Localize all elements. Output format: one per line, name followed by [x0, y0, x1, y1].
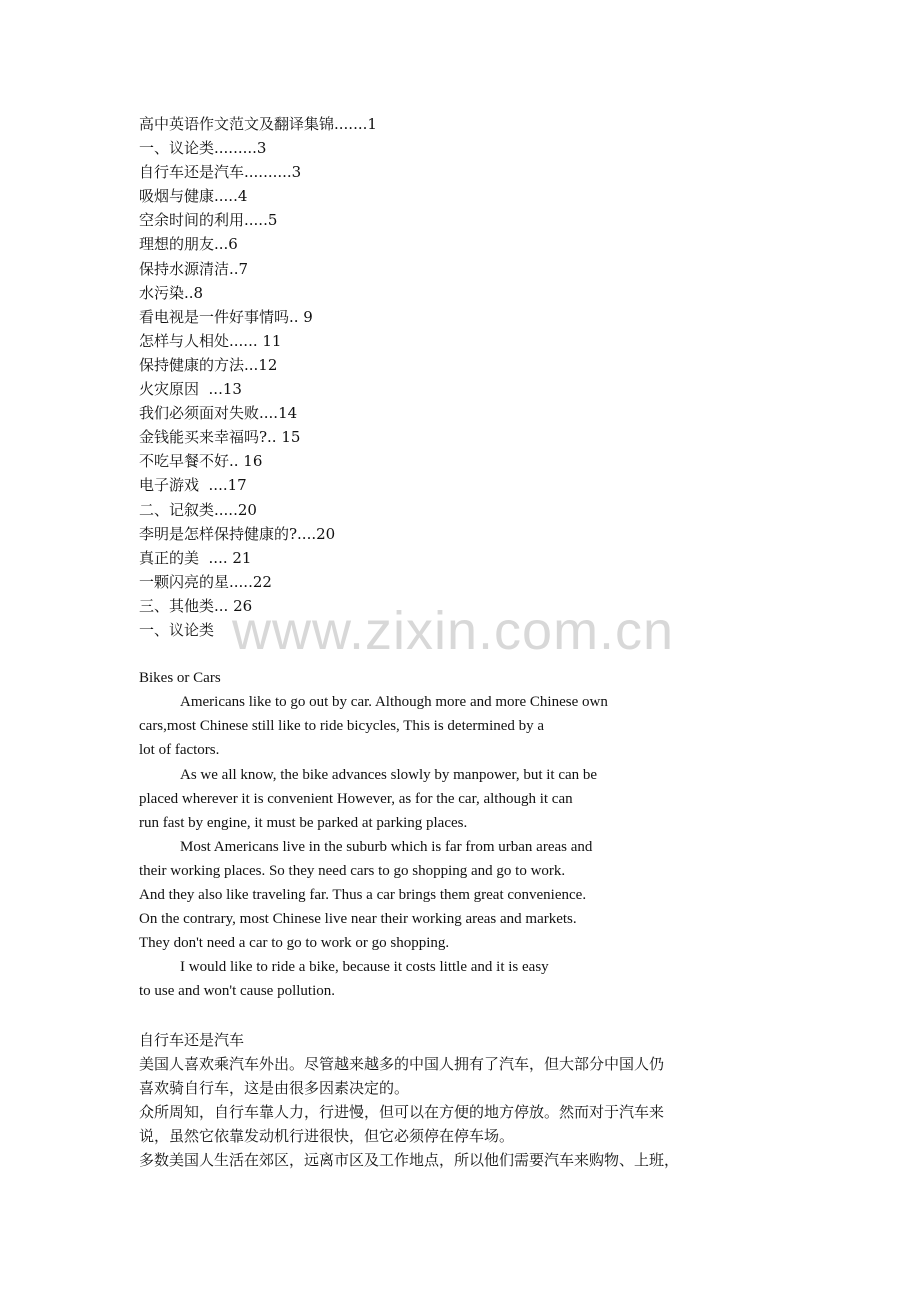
- toc-entry: 电子游戏 ....17: [139, 476, 247, 495]
- translation-line: 喜欢骑自行车，这是由很多因素决定的。: [139, 1078, 410, 1097]
- toc-entry: 怎样与人相处...... 11: [139, 331, 282, 350]
- toc-entry: 一、议论类.........3: [139, 139, 267, 158]
- toc-entry: 高中英语作文范文及翻译集锦.......1: [139, 115, 377, 133]
- toc-entry: 空余时间的利用.....5: [139, 211, 278, 230]
- toc-entry: 水污染..8: [139, 283, 204, 302]
- essay-line: On the contrary, most Chinese live near their working areas and markets.: [139, 911, 577, 928]
- essay-line: And they also like traveling far. Thus a car brings them great convenience.: [139, 887, 587, 903]
- toc-entry: 李明是怎样保持健康的?....20: [139, 524, 336, 543]
- essay-line: run fast by engine, it must be parked at parking places.: [139, 814, 468, 831]
- essay-line: cars,most Chinese still like to ride bicycles, This is determined by a: [139, 718, 545, 735]
- toc-entry: 火灾原因 ...13: [139, 380, 242, 399]
- toc-entry: 理想的朋友...6: [139, 235, 238, 254]
- toc-entry: 一颗闪亮的星.....22: [139, 572, 272, 591]
- toc-entry: 不吃早餐不好.. 16: [139, 452, 263, 471]
- spacer: [139, 1003, 739, 1027]
- toc-entry: 保持水源清洁..7: [139, 259, 249, 278]
- chinese-translation: [139, 1052, 739, 1172]
- toc-entry: 金钱能买来幸福吗?.. 15: [139, 428, 301, 447]
- toc-entry: 三、其他类... 26: [139, 596, 253, 615]
- essay-line: I would like to ride a bike, because it costs little and it is easy: [180, 959, 549, 976]
- watermark: www.zixin.com.cn: [232, 601, 675, 661]
- translation-title: 自行车还是汽车: [139, 1030, 245, 1049]
- toc-entry: 我们必须面对失败....14: [139, 404, 298, 423]
- toc-entry: 吸烟与健康.....4: [139, 187, 248, 206]
- essay-line: Americans like to go out by car. Although more and more Chinese own: [180, 694, 608, 711]
- translation-line: 说，虽然它依靠发动机行进很快，但它必须停在停车场。: [139, 1126, 515, 1145]
- essay-line: to use and won't cause pollution.: [139, 983, 336, 1000]
- essay-line: As we all know, the bike advances slowly by manpower, but it can be: [180, 766, 598, 783]
- translation-line: 众所周知，自行车靠人力，行进慢，但可以在方便的地方停放。然而对于汽车来: [139, 1102, 665, 1121]
- toc-entry: 保持健康的方法...12: [139, 355, 278, 374]
- toc-entry: 二、记叙类.....20: [139, 500, 257, 519]
- essay-line: placed wherever it is convenient However, as for the car, although it can: [139, 790, 573, 807]
- toc-entry: 看电视是一件好事情吗.. 9: [139, 307, 313, 326]
- essay-title: Bikes or Cars: [139, 670, 221, 687]
- english-essay: [139, 690, 739, 1003]
- essay-line: lot of factors.: [139, 742, 220, 759]
- table-of-contents: [139, 112, 739, 618]
- toc-entry: 真正的美 .... 21: [139, 548, 252, 567]
- translation-line: 美国人喜欢乘汽车外出。尽管越来越多的中国人拥有了汽车，但大部分中国人仍: [139, 1054, 665, 1073]
- essay-line: They don't need a car to go to work or go shopping.: [139, 935, 450, 952]
- essay-line: Most Americans live in the suburb which is far from urban areas and: [180, 838, 593, 855]
- essay-line: their working places. So they need cars to go shopping and go to work.: [139, 862, 566, 879]
- toc-entry: 自行车还是汽车..........3: [139, 163, 302, 182]
- section-heading: 一、议论类: [139, 620, 215, 639]
- translation-line: 多数美国人生活在郊区，远离市区及工作地点，所以他们需要汽车来购物、上班，: [139, 1151, 680, 1170]
